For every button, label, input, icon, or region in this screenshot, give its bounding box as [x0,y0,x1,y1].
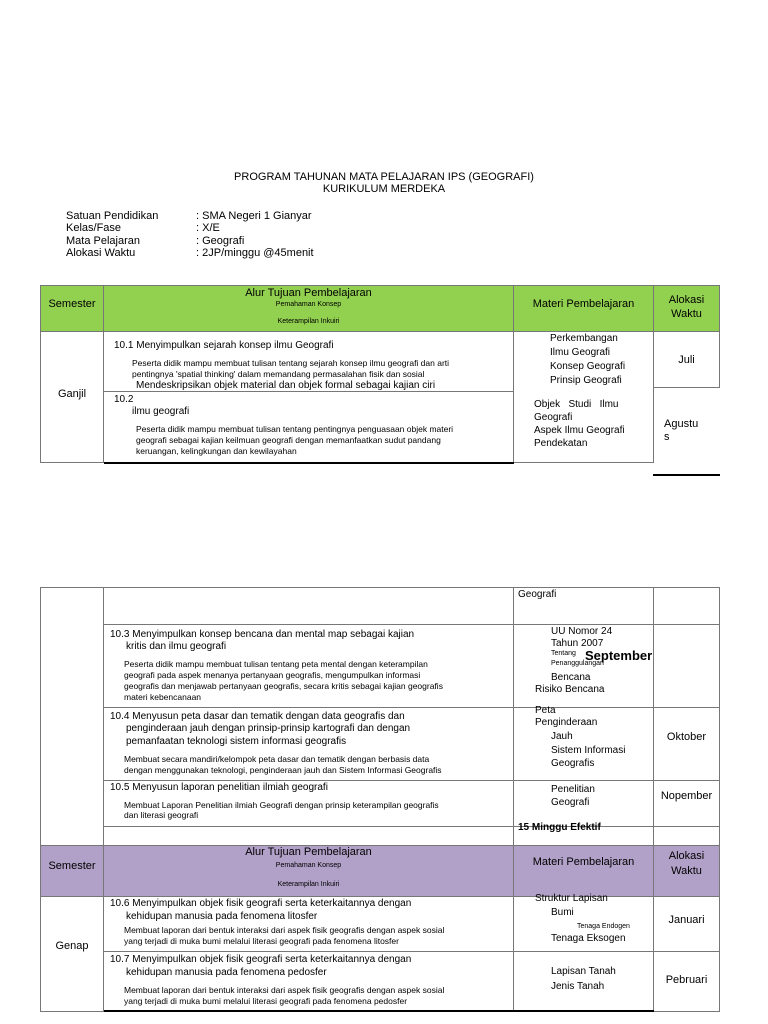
atp-10-1-desc-line1: Peserta didik mampu membuat tulisan tentang sejarah konsep ilmu geografi dan arti [132,358,450,368]
atp-10-2-desc-line3: keruangan, kelingkungan dan kewilayahan [136,446,297,456]
atp-10-5-desc-line2: dan literasi geografi [124,810,199,820]
atp-10-7-desc-line1: Membuat laporan dari bentuk interaksi dari aspek fisik geografis dengan aspek sosial [124,985,445,995]
header-materi-genap: Materi Pembelajaran [532,856,635,868]
header-sub-keterampilan-genap: Keterampilan Inkuiri [277,881,340,888]
atp-10-6-desc-line1: Membuat laporan dari bentuk interaksi dari aspek fisik geografis dengan aspek sosial [124,925,445,935]
materi-10-3-cell [513,624,654,708]
atp-10-4-heading-line2: penginderaan jauh dengan prinsip-prinsip kartografi dan dengan [126,723,411,734]
atp-10-7-cell [103,951,514,1012]
materi-10-3-risiko: Risiko Bencana [535,684,605,695]
materi-10-7-jenis: Jenis Tanah [551,981,605,992]
atp-10-4-cell [103,707,514,781]
atp-cont-cell [103,587,514,625]
materi-item: Konsep Geografi [550,361,626,372]
atp-10-6-heading-line1: 10.6 Menyimpulkan objek fisik geografi serta keterkaitannya dengan [110,898,412,909]
atp-10-6-heading-line2: kehidupan manusia pada fenomena litosfer [126,911,318,922]
atp-10-7-heading-line2: kehidupan manusia pada fenomena pedosfer [126,967,327,978]
materi-10-2-list [534,398,646,450]
header-alokasi-line1: Alokasi [668,294,705,306]
info-value-alokasi: : 2JP/minggu @45menit [196,247,314,259]
materi-item: Prinsip Geografi [550,375,622,386]
header-alokasi-genap-line2: Waktu [671,865,702,877]
materi-item: Perkembangan [550,333,618,344]
info-label-alokasi: Alokasi Waktu [66,247,136,259]
materi-item: Pendekatan [534,438,588,449]
materi-10-7-lapisan: Lapisan Tanah [551,966,616,977]
semester-ganjil: Ganjil [57,388,87,400]
materi-item: Aspek Ilmu Geografi [534,425,625,436]
semester-cont-cell [40,587,104,846]
waktu-januari: Januari [668,914,705,926]
materi-10-3-bencana: Bencana [551,672,591,683]
materi-10-4-jauh: Jauh [551,731,573,742]
materi-10-4-sig: Sistem Informasi [551,745,626,756]
atp-10-7-desc-line2: yang terjadi di muka bumi melalui literasi geografi pada fenomena pedosfer [124,996,408,1006]
header-sub-pemahaman: Pemahaman Konsep [275,301,342,308]
atp-10-3-desc-line3: geografis dan menjawab pertanyaan geografis, secara kritis sebagai kajian geografis [124,681,443,691]
atp-10-4-desc-line2: dengan menggunakan teknologi, penginderaan jauh dan Sistem Informasi Geografis [124,765,442,775]
header-atp-genap: Alur Tujuan Pembelajaran [245,846,372,858]
atp-10-4-desc-line1: Membuat secara mandiri/kelompok peta dasar dan tematik dengan berbasis data [124,754,430,764]
materi-10-5-penelitian: Penelitian [551,784,595,795]
waktu-juli-cell [653,331,720,388]
waktu-agustus-line1: Agustu [664,418,699,430]
header-semester-genap: Semester [48,860,96,872]
waktu-pebruari: Pebruari [665,974,708,986]
materi-10-7-cell [513,951,654,1012]
atp-10-6-desc-line2: yang terjadi di muka bumi melalui literasi geografi pada fenomena litosfer [124,936,399,946]
waktu-10-3-cell [653,624,720,708]
materi-10-3-penanggulangan: Penanggulangan [551,660,604,667]
header-materi-cell [513,285,654,332]
waktu-10-6-cell [653,896,720,952]
atp-10-3-desc-line1: Peserta didik mampu membuat tulisan tentang peta mental dengan keterampilan [124,659,428,669]
info-label-mapel: Mata Pelajaran [66,235,140,247]
header-atp-genap-cell [103,845,514,897]
materi-10-3-tentang: Tentang [551,650,576,657]
waktu-agustus [664,418,698,444]
atp-10-1-desc-line2: pentingnya 'spatial thinking' dalam memandang permasalahan fisik dan sosial [132,369,425,379]
atp-10-2-heading-line1: Mendeskripsikan objek material dan objek formal sebagai kajian ciri [136,380,436,391]
semester-ganjil-cell [40,331,104,463]
bottom-rule [104,462,514,464]
header-alokasi-genap-line1: Alokasi [668,850,705,862]
header-semester: Semester [48,298,96,310]
header-materi: Materi Pembelajaran [532,298,635,310]
materi-10-3-uu: UU Nomor 24 [551,626,613,637]
materi-10-5-geografi: Geografi [551,797,590,808]
atp-10-3-heading-line1: 10.3 Menyimpulkan konsep bencana dan mental map sebagai kajian [110,629,415,640]
semester-genap-cell [40,896,104,1012]
waktu-juli: Juli [678,354,695,366]
atp-10-7-heading-line1: 10.7 Menyimpulkan objek fisik geografi serta keterkaitannya dengan [110,954,412,965]
document-title: PROGRAM TAHUNAN MATA PELAJARAN IPS (GEOGRAFI) [234,171,534,183]
info-label-satuan: Satuan Pendidikan [66,210,159,222]
bottom-rule [653,474,720,476]
header-semester-cell [40,285,104,332]
materi-item: Geografi [534,412,573,423]
waktu-oktober: Oktober [666,731,707,743]
atp-10-6-cell [103,896,514,952]
materi-item: Objek Studi Ilmu [534,399,619,410]
waktu-agustus-line2: s [664,431,670,443]
materi-10-6-cell [513,893,654,952]
materi-cont-cell [513,587,654,625]
atp-10-3-desc-line4: materi kebencanaan [124,692,202,702]
atp-10-5-desc-line1: Membuat Laporan Penelitian ilmiah Geografi dengan prinsip keterampilan geografis [124,800,439,810]
atp-10-2-desc-line2: geografi sebagai kajian keilmuan geografi dengan memanfaatkan sudut pandang [136,435,441,445]
atp-10-5-cell [103,780,514,827]
atp-10-2-number: 10.2 [114,394,134,405]
header-atp-cell [103,285,514,332]
materi-item: Ilmu Geografi [550,347,611,358]
info-label-kelas: Kelas/Fase [66,222,122,234]
waktu-10-4-cell [653,707,720,781]
atp-10-1-heading: 10.1 Menyimpulkan sejarah konsep ilmu Geografi [114,340,334,351]
header-materi-genap-cell [513,845,654,897]
header-semester-genap-cell [40,845,104,897]
info-value-mapel: : Geografi [196,235,245,247]
waktu-september: September [585,648,653,663]
materi-10-6-bumi: Bumi [551,907,574,918]
materi-10-3-tahun: Tahun 2007 [551,638,604,649]
efektif-waktu-cell [653,826,720,846]
document-subtitle: KURIKULUM MERDEKA [322,183,446,195]
header-atp: Alur Tujuan Pembelajaran [245,287,372,299]
waktu-10-7-cell [653,951,720,1012]
materi-10-6-struktur: Struktur Lapisan [535,893,608,904]
materi-10-6-endogen: Tenaga Endogen [577,923,630,930]
header-alokasi-line2: Waktu [671,308,702,320]
materi-10-4-cell [513,707,654,781]
atp-10-5-heading: 10.5 Menyusun laporan penelitian ilmiah geografi [110,782,328,793]
atp-10-3-cell [103,624,514,708]
header-alokasi-cell [653,285,720,332]
materi-10-4-penginderaan: Penginderaan [535,717,598,728]
materi-10-5-cell [513,780,654,827]
header-sub-pemahaman-genap: Pemahaman Konsep [275,862,342,869]
bottom-rule [104,1010,654,1012]
info-value-kelas: : X/E [196,222,220,234]
header-alokasi-genap-cell [653,845,720,897]
materi-10-4-peta: Peta [535,705,556,716]
waktu-10-5-cell [653,780,720,827]
atp-10-4-heading-line3: pemanfaatan teknologi sistem informasi geografis [126,736,347,747]
materi-geografi-cont: Geografi [518,589,557,600]
materi-10-4-geografis: Geografis [551,758,595,769]
semester-genap: Genap [55,940,89,952]
minggu-efektif: 15 Minggu Efektif [518,822,601,833]
atp-10-4-heading-line1: 10.4 Menyusun peta dasar dan tematik dengan data geografis dan [110,711,405,722]
header-sub-keterampilan: Keterampilan Inkuiri [277,318,340,325]
atp-10-2-desc-line1: Peserta didik mampu membuat tulisan tentang pentingnya penguasaan objek materi [136,424,454,434]
efektif-atp-cell [103,826,514,846]
materi-10-6-eksogen: Tenaga Eksogen [551,933,626,944]
atp-10-3-desc-line2: geografi pada aspek menanya pertanyaan geografis, mengumpulkan informasi [124,670,421,680]
waktu-cont-cell [653,587,720,625]
waktu-nopember: Nopember [660,790,713,802]
info-value-satuan: : SMA Negeri 1 Gianyar [196,210,312,222]
materi-10-1-list [550,332,625,388]
atp-10-2-heading-line2: ilmu geografi [132,406,190,417]
atp-10-3-heading-line2: kritis dan ilmu geografi [126,641,227,652]
